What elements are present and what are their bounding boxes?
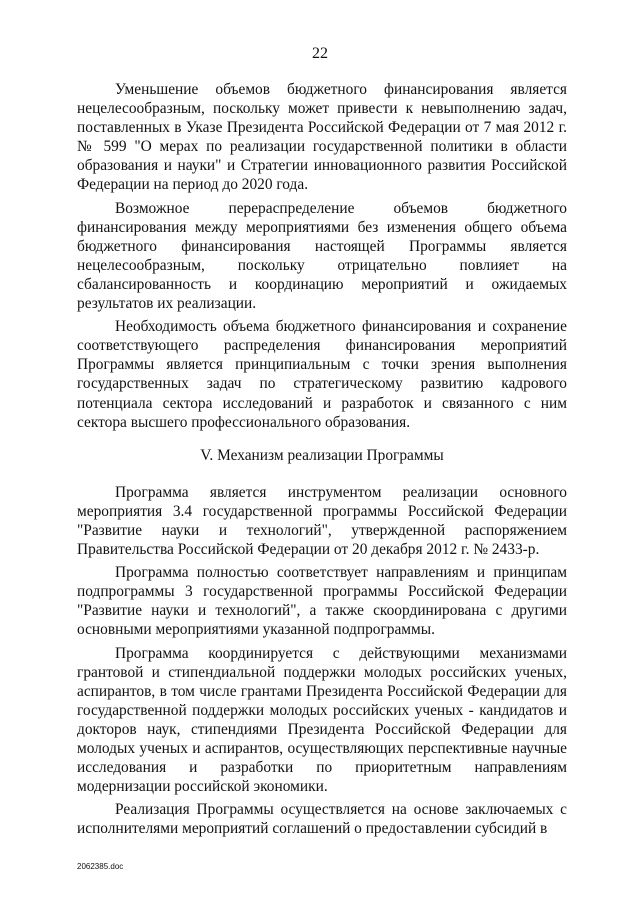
footer-filename: 2062385.doc: [77, 862, 124, 871]
paragraph: Программа координируется с действующими механизмами грантовой и стипендиальной поддержки молодых российских ученых, аспирантов, в том числе грантами Президента Российской Федерации для государственной поддержки молодых российских ученых - кандидатов и докторов наук, стипендиями Президента Российской Федерации для молодых ученых и аспирантов, осуществляющих перспективные научные исследования и разработки по приоритетным направлениям модернизации российской экономики.: [77, 644, 567, 796]
document-body: [77, 80, 567, 842]
paragraph: Необходимость объема бюджетного финансирования и сохранение соответствующего распределения финансирования мероприятий Программы является принципиальным с точки зрения выполнения государственных задач по стратегическому развитию кадрового потенциала сектора исследований и разработок и связанного с ним сектора высшего профессионального образования.: [77, 318, 567, 431]
paragraph: Возможное перераспределение объемов бюджетного финансирования между мероприятиями без изменения общего объема бюджетного финансирования настоящей Программы является нецелесообразным, поскольку отрицательно повлияет на сбалансированность и координацию мероприятий и ожидаемых результатов их реализации.: [77, 199, 567, 313]
paragraph: Программа является инструментом реализации основного мероприятия 3.4 государственной программы Российской Федерации "Развитие науки и технологий", утвержденной распоряжением Правительства Российской Федерации от 20 декабря 2012 г. № 2433-р.: [77, 483, 567, 559]
page-number: 22: [312, 45, 328, 62]
paragraph: Уменьшение объемов бюджетного финансирования является нецелесообразным, поскольку может привести к невыполнению задач, поставленных в Указе Президента Российской Федерации от 7 мая 2012 г. № 599 "О мерах по реализации государственной политики в области образования и науки" и Стратегии инновационного развития Российской Федерации на период до 2020 года.: [77, 81, 567, 194]
paragraph: Реализация Программы осуществляется на основе заключаемых с исполнителями мероприятий соглашений о предоставлении субсидий в: [77, 801, 567, 838]
section-heading: V. Механизм реализации Программы: [200, 446, 444, 464]
paragraph: Программа полностью соответствует направлениям и принципам подпрограммы 3 государственной программы Российской Федерации "Развитие науки и технологий", а также скоординирована с другими основными мероприятиями указанной подпрограммы.: [77, 564, 567, 639]
